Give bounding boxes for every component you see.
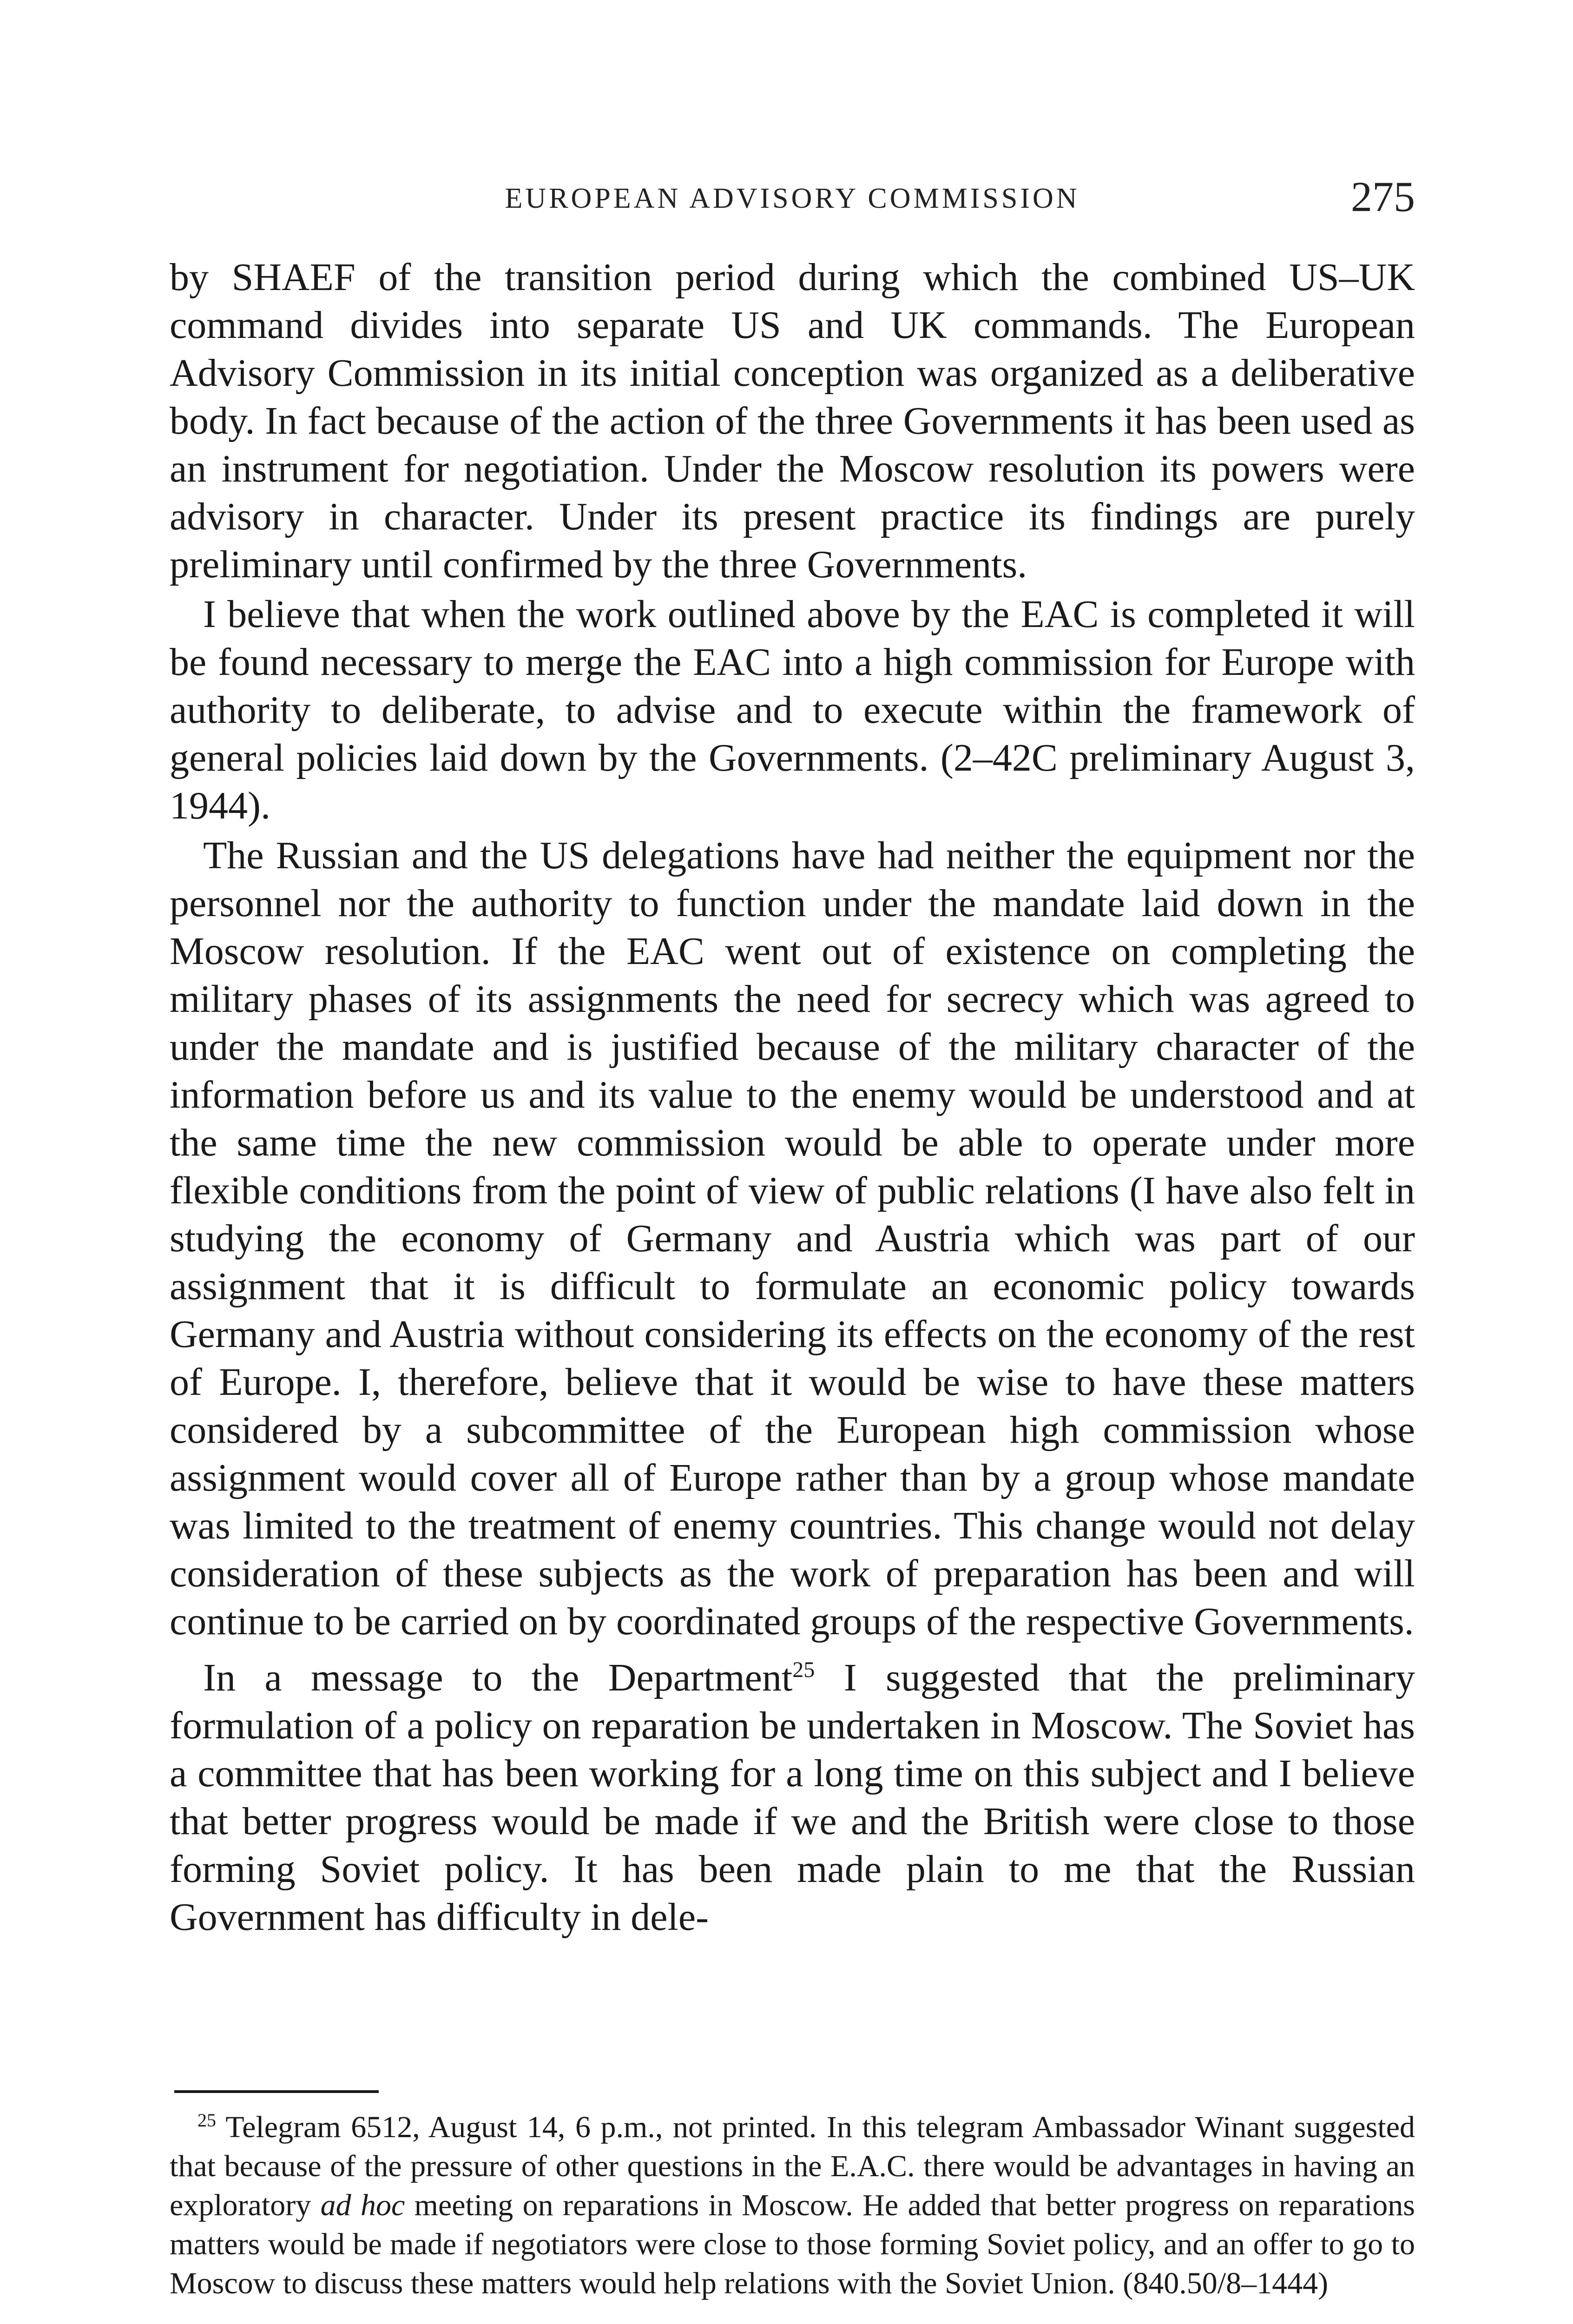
paragraph-reparation-start: In a message to the Department	[203, 1656, 793, 1699]
footnote-italic: ad hoc	[320, 2188, 405, 2222]
running-head: EUROPEAN ADVISORY COMMISSION	[505, 183, 1080, 214]
paragraph-continued: by SHAEF of the transition period during which the combined US–UK command divides into separate US and UK commands. The European Advisory Commission in its initial conception was organized as a deliberative body. In fact because of the action of the three Governments it has been used as an instrument for negotiation. Under the Moscow resolution its powers were advisory in character. Under its present practice its findings are purely preliminary until confirmed by the three Governments.	[170, 256, 1415, 586]
page-header	[170, 172, 1415, 228]
footnote-rule	[174, 2090, 379, 2093]
footnote-text-end: meeting on reparations in Moscow. He added that better progress on reparations matters would be made if negotiators were close to those forming Soviet policy, and an offer to go to Moscow to discuss these matters would help relations with the Soviet Union. (840.50/8–1444)	[170, 2188, 1415, 2300]
body-text	[170, 253, 1415, 1941]
paragraph-reparation	[170, 1654, 1415, 1941]
footnote-reference[interactable]: 25	[792, 1657, 815, 1682]
paragraph-delegations: The Russian and the US delegations have had neither the equipment nor the personnel nor the authority to function under the mandate laid down in the Moscow resolution. If the EAC went out of existence on completing the military phases of its assignments the need for secrecy which was agreed to under the mandate and is justified because of the military character of the information before us and its value to the enemy would be understood and at the same time the new commission would be able to operate under more flexible conditions from the point of view of public relations (I have also felt in studying the economy of Germany and Austria which was part of our assignment that it is difficult to formulate an economic policy towards Germany and Austria without considering its effects on the economy of the rest of Europe. I, therefore, believe that it would be wise to have these matters considered by a subcommittee of the European high commission whose assignment would cover all of Europe rather than by a group whose mandate was limited to the treatment of enemy countries. This change would not delay consideration of these subjects as the work of preparation has been and will continue to be carried on by coordinated groups of the respective Governments.	[170, 834, 1415, 1643]
page-number: 275	[1351, 173, 1415, 220]
paragraph-high-commission: I believe that when the work outlined above by the EAC is completed it will be found necessary to merge the EAC into a high commission for Europe with authority to deliberate, to advise and to execute within the framework of general policies laid down by the Governments. (2–42C preliminary August 3, 1944).	[170, 593, 1415, 827]
footnote-marker: 25	[197, 2110, 216, 2131]
paragraph-reparation-rest: I suggested that the preliminary formulation of a policy on reparation be undertaken in Moscow. The Soviet has a committee that has been working for a long time on this subject and I believe that better progress would be made if we and the British were close to those forming Soviet policy. It has been made plain to me that the Russian Government has difficulty in dele-	[170, 1656, 1415, 1939]
footnote-text-start: Telegram 6512, August 14, 6 p.m., not printed. In this telegram Ambassador Winant suggested that because of the pressure of other questions in the E.A.C. there would be advantages in having an exploratory	[170, 2110, 1415, 2222]
footnote	[170, 2108, 1415, 2303]
